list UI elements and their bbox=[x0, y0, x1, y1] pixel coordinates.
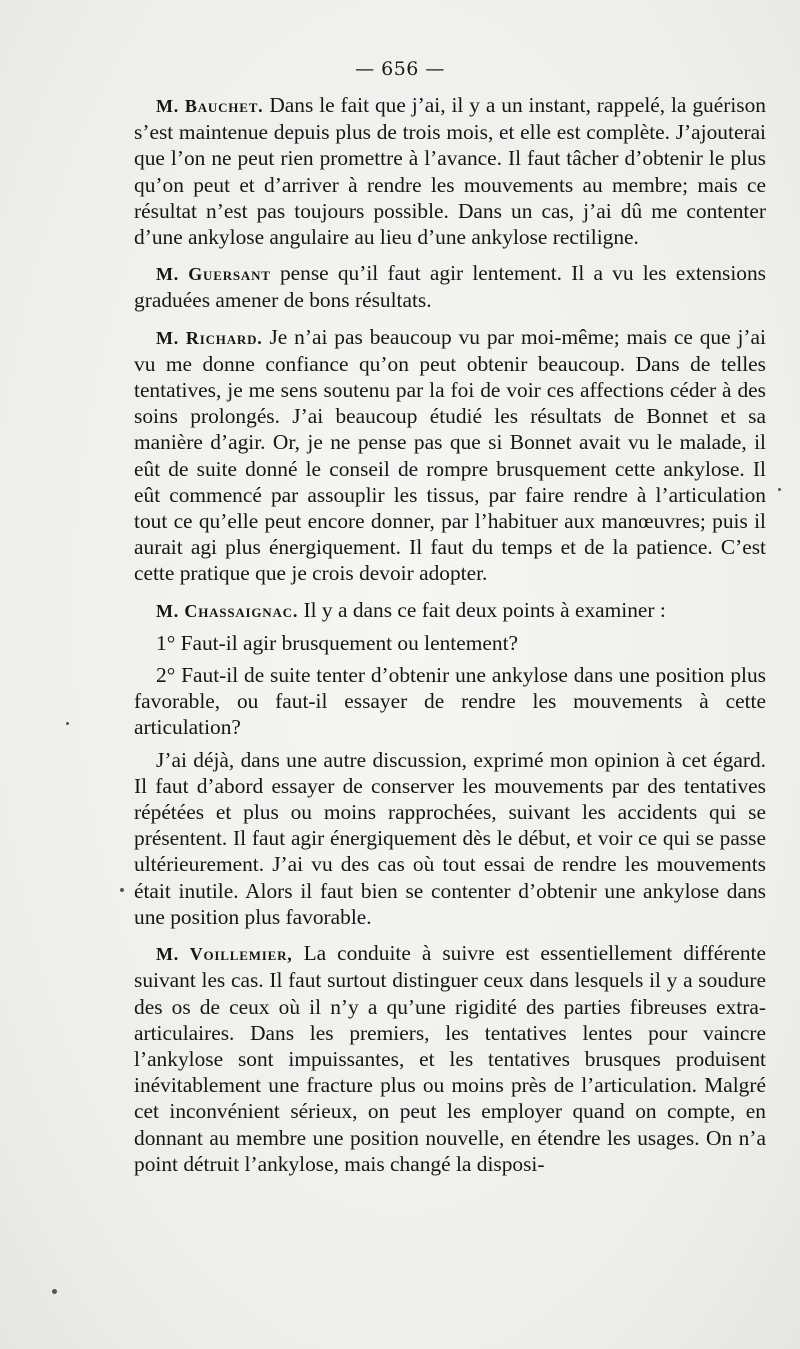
paragraph-bauchet bbox=[134, 92, 766, 250]
paragraph-text: Dans le fait que j’ai, il y a un instant, rappelé, la guérison s’est maintenue depuis plus de trois mois, et elle est complète. J’ajouterai que l’on ne peut rien promettre à l’avance. Il faut tâcher d’obtenir le plus qu’on peut et d’arriver à rendre les mouvements au membre; mais ce résultat n’est pas toujours possible. Dans un cas, j’ai dû me contenter d’une ankylose angulaire au lieu d’une ankylose rectiligne. bbox=[134, 93, 766, 250]
speaker-voillemier: M. Voillemier, bbox=[156, 944, 293, 965]
paragraph-richard bbox=[134, 324, 766, 587]
speaker-bauchet: M. Bauchet. bbox=[156, 96, 264, 116]
body-text bbox=[134, 92, 766, 1187]
paragraph-chassaignac bbox=[134, 597, 766, 624]
paper-speck bbox=[66, 722, 69, 725]
speaker-guersant: M. Guersant bbox=[156, 264, 271, 285]
paragraph-guersant bbox=[134, 260, 766, 313]
paper-speck bbox=[120, 888, 124, 892]
list-item-1: 1° Faut-il agir brusquement ou lentement? bbox=[156, 630, 519, 655]
speaker-richard: M. Richard. bbox=[156, 327, 263, 348]
list-item-2: 2° Faut-il de suite tenter d’obtenir une ankylose dans une position plus favorable, ou faut-il essayer de rendre les mouvements à cette articulation? bbox=[134, 663, 766, 740]
paragraph-continuation: J’ai déjà, dans une autre discussion, exprimé mon opinion à cet égard. Il faut d’abord essayer de conserver les mouvements par des tentatives répétées et plus ou moins rapprochées, suivant les accidents qui se présentent. Il faut agir énergiquement dès le début, et voir ce qui se passe ultérieurement. J’ai vu des cas où tout essai de rendre les mouvements était inutile. Alors il faut bien se contenter d’obtenir une ankylose dans une position plus favorable. bbox=[134, 747, 766, 929]
paragraph-text: La conduite à suivre est essentiellement différente suivant les cas. Il faut surtout distinguer ceux dans lesquels il y a soudure des os de ceux où il n’y a qu’une rigidité des parties fibreuses extra-articulaires. Dans les premiers, les tentatives lentes pour vaincre l’ankylose sont impuissantes, et les tentatives brusques produisent inévitablement une fracture plus ou moins près de l’articulation. Malgré cet inconvénient sérieux, on peut les employer quand on compte, en donnant au membre une position nouvelle, en étendre les usages. On n’a point détruit l’ankylose, mais changé la disposi- bbox=[134, 941, 766, 1176]
paper-speck bbox=[52, 1289, 57, 1294]
paper-speck bbox=[778, 488, 781, 491]
paragraph-voillemier bbox=[134, 940, 766, 1177]
page-number: — 656 — bbox=[355, 58, 445, 80]
paragraph-text: Je n’ai pas beaucoup vu par moi-même; mais ce que j’ai vu me donne confiance qu’on peut obtenir beaucoup. Dans de telles tentatives, je me sens soutenu par la foi de voir ces affections céder à des soins prolongés. J’ai beaucoup étudié les résultats de Bonnet et sa manière d’agir. Or, je ne pense pas que si Bonnet avait vu le malade, il eût de suite donné le conseil de rompre brusquement cette ankylose. Il eût commencé par assouplir les tissus, par faire rendre à l’articulation tout ce qu’elle peut encore donner, par l’habituer aux manœuvres; puis il aurait agi plus énergiquement. Il faut du temps et de la patience. C’est cette pratique que je crois devoir adopter. bbox=[134, 324, 766, 586]
paragraph-text: Il y a dans ce fait deux points à examiner : bbox=[298, 597, 666, 622]
speaker-chassaignac: M. Chassaignac. bbox=[156, 600, 299, 621]
paragraph-text: pense qu’il faut agir lentement. Il a vu les extensions graduées amener de bons résultats. bbox=[134, 261, 766, 313]
